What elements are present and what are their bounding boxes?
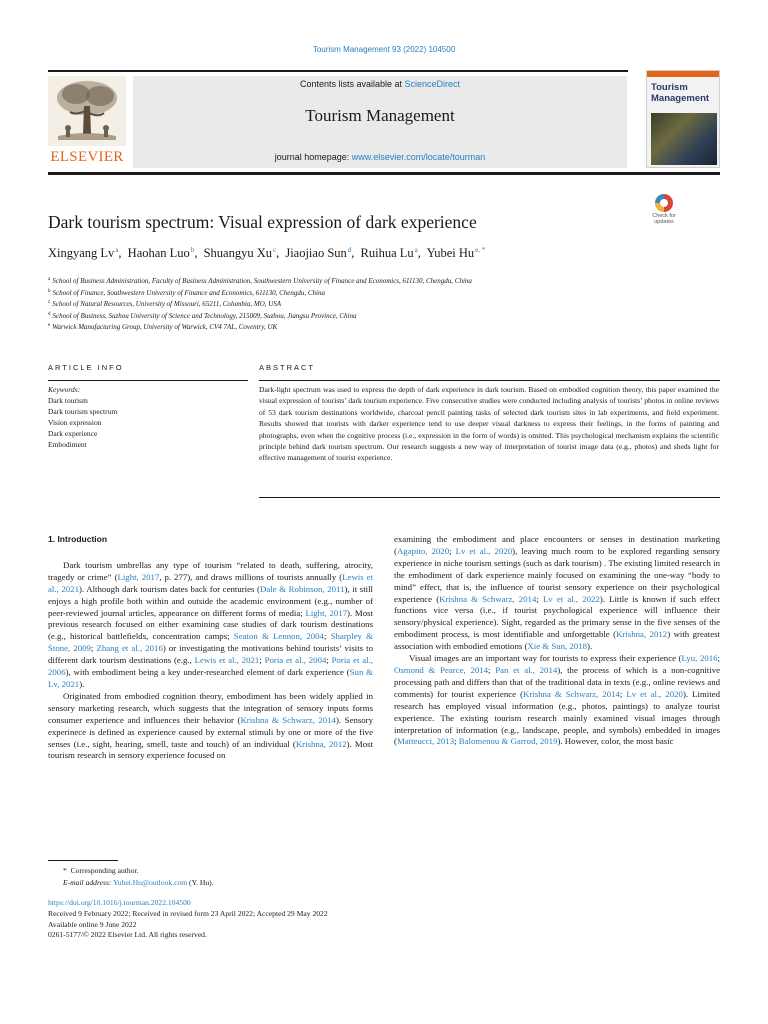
journal-cover-thumbnail[interactable]	[646, 70, 720, 168]
citation-link[interactable]: Poria et al., 2004	[264, 655, 327, 666]
abstract-text: Dark-light spectrum was used to express the depth of dark experience in dark tourism. Based on embodied cognition theory, this paper examined the visual expression of tourists’ dark tourism experience. Five consecutive studies were conducted including analysis of tourists’ photos in online reviews of 53 dark tourism destinations worldwide, charcoal pencil painting tasks of selected dark tourism sites in lab experiments, and field experiment. Results showed that tourists with darker experience tend to use deeper visual darkness to express their feelings, in the forms of painting and photographs, even when the cognitive process (i.e., expression in the form of words) is omitted. This psychological mechanism explains the scientific principle behind dark tourism spectrum. Our research suggests a new way of interpretation of tourist image data (e.g., photos) and sheds light for effective management of tourist experience.	[259, 385, 719, 463]
author-list: Xingyang Lv$^a$, Haohan Luo$^b$, Shuangyu Xu$^c$, Jiaojiao Sun$^d$, Ruihua Lu$^a$, Yubei $Hu^{e, *}$	[48, 246, 486, 260]
check-for-updates-label: Check for updates	[652, 213, 676, 225]
keyword-item: Dark tourism spectrum	[48, 407, 118, 416]
author-name[interactable]: Ruihua Lu	[360, 246, 414, 260]
keyword-item: Embodiment	[48, 440, 87, 449]
author-affiliation-marker[interactable]: d	[347, 246, 352, 254]
cover-photo	[651, 113, 717, 165]
citation-link[interactable]: Zhang et al., 2016	[96, 643, 163, 654]
email-link[interactable]: Yubei.Hu@outlook.com	[113, 878, 188, 887]
citation-link[interactable]: Lewis et al., 2021	[48, 571, 373, 594]
keywords-block	[48, 384, 248, 450]
section-title-introduction: 1. Introduction	[48, 534, 108, 544]
affiliation-line: $^d$ School of Business, Suzhou University of Science and Technology, 215009, Suzhou, Jiangsu Province, China	[48, 311, 357, 320]
keywords-list	[48, 395, 248, 450]
abstract-heading: ABSTRACT	[259, 363, 316, 372]
author-affiliation-marker[interactable]: a	[414, 246, 418, 254]
author-affiliation-marker[interactable]: b	[190, 246, 195, 254]
cover-title: Tourism Management	[651, 82, 710, 104]
citation-link[interactable]: Krishna, 2012	[295, 738, 347, 749]
abstract-bottom-rule	[259, 497, 720, 498]
email-note: E-mail address: Yubei.Hu@outlook.com (Y. Hu).	[63, 878, 214, 887]
keywords-label: Keywords:	[48, 385, 81, 394]
check-for-updates-button[interactable]	[647, 194, 681, 228]
crossmark-icon	[655, 194, 673, 212]
header-top-rule	[48, 70, 628, 72]
citation-link[interactable]: Seaton & Lennon, 2004	[233, 631, 324, 642]
article-info-rule	[48, 380, 248, 381]
citation-link[interactable]: Krishna & Schwarz, 2014	[523, 688, 620, 699]
available-online-date: Available online 9 June 2022	[48, 919, 137, 929]
author-affiliation-marker[interactable]: e, *	[475, 246, 486, 254]
journal-homepage-line: journal homepage: www.elsevier.com/locate/tourman	[274, 152, 486, 162]
elsevier-wordmark: ELSEVIER	[50, 149, 124, 165]
keyword-item: Dark experience	[48, 429, 98, 438]
body-paragraph: Dark tourism umbrellas any type of tourism “related to death, suffering, atrocity, tragedy or crime” (Light, 2017, p. 277), and draws millions of tourists annually (Lewis et al., 2021). Although dark tourism dates back for centuries (Dale & Robinson, 2011), it still enjoys a high profile both within and outside the academic environment (e.g., number of peer-reviewed journal articles, appearance on different forms of media; Light, 2017). Most previous research focused on either examining case studies of dark tourism destinations (e.g., historical battlefields, concentration camps; Seaton & Lennon, 2004; Sharpley & Stone, 2009; Zhang et al., 2016) or investigating the motivations behind tourists’ visits to different dark tourism destinations (e.g., Lewis et al., 2021; Poria et al., 2004; Poria et al., 2006), with embodiment being a key under-researched element of dark experience (Sun & Lv, 2021).	[48, 559, 374, 689]
citation-link[interactable]: Light, 2017	[305, 607, 348, 618]
citation-link[interactable]: Krishna & Schwarz, 2014	[439, 593, 537, 604]
body-paragraph: examining the embodiment and place encounters or senses in destination marketing (Agapito, 2020; Lv et al., 2020), leaving much room to be explored regarding sensory experience in niche tourism settings (such as dark tourism) . The existing limited research in the embodiment of dark experience mainly focused on examining the one-way “body to mind” effect, that is, the influence of tourist sensory experience on their psychological experience (Krishna & Schwarz, 2014; Lv et al., 2022). Little is known if such effect functions vice versa (i.e., if tourist psychological experience will influence their sensory/physical experience). Sight, regarded as the primary sense in the five senses of the embodiment process, is most identifiable and unforgettable (Krishna, 2012) with greatest association with embodied emotions (Xie & Sun, 2018).	[394, 534, 721, 652]
author-name[interactable]: Haohan Luo	[127, 246, 190, 260]
affiliation-line: $^a$ School of Business Administration, Faculty of Business Administration, Southwestern University of Finance and Economics, 611130, Chengdu, China	[48, 277, 472, 285]
citation-link[interactable]: Lv et al., 2022	[542, 593, 600, 604]
affiliation-line: $^b$ School of Finance, Southwestern University of Finance and Economics, 611130, Chengdu, China	[48, 288, 326, 297]
affiliation-line: $^c$ School of Natural Resources, University of Missouri, 65211, Columbia, MO, USA	[48, 300, 282, 309]
affiliation-list	[48, 275, 720, 333]
citation-link[interactable]: Dale & Robinson, 2011	[259, 583, 345, 594]
journal-citation-link[interactable]: Tourism Management 93 (2022) 104500	[312, 45, 456, 54]
citation-link[interactable]: Agapito, 2020	[396, 545, 450, 556]
citation-link[interactable]: Lyu, 2016	[681, 653, 718, 664]
body-paragraph: Originated from embodied cognition theory, embodiment has been widely applied in sensory marketing research, which suggests that the integration of sensory inputs forms consumer experience and influences their behavior (Krishna & Schwarz, 2014). Sensory experinece is defined as experience caused by external stimuli by one or more of the five senses (i.e., sight, hearing, smell, taste and touch) of an individual (Krishna, 2012). Most tourism research in sensory experience focused on	[48, 690, 374, 761]
corresponding-author-note: * Corresponding author.	[63, 866, 139, 875]
citation-link[interactable]: Sharpley & Stone, 2009	[48, 631, 373, 654]
cover-stripe	[647, 71, 719, 77]
article-title: Dark tourism spectrum: Visual expression of dark experience	[48, 212, 477, 232]
citation-link[interactable]: Krishna & Schwarz, 2014	[240, 714, 336, 725]
elsevier-logo[interactable]	[48, 76, 126, 166]
citation-link[interactable]: Matteucci, 2013	[396, 736, 455, 747]
journal-homepage-link[interactable]: www.elsevier.com/locate/tourman	[351, 152, 486, 162]
author-name[interactable]: Xingyang Lv	[48, 246, 115, 260]
body-paragraph: Visual images are an important way for tourists to express their experience (Lyu, 2016; Osmond & Pearce, 2014; Pan et al., 2014), the process of which is a non-cognitive processing path and differs than that of the traditional data in texts (e.g., online reviews and comments) for tourist experience (Krishna & Schwarz, 2014; Lv et al., 2020). Limited research has employed visual information (e.g., photos, paintings) to analyze tourist experience. The existing tourism research mainly examined visual images through interpretation of information (e.g., landscape, people, and symbols) embedded in images (Matteucci, 2013; Balomenou & Garrod, 2019). However, color, the most basic	[394, 653, 720, 747]
citation-link[interactable]: Light, 2017	[117, 571, 160, 582]
body-column-left	[48, 534, 373, 762]
contents-available-line: Contents lists available at ScienceDirect	[299, 79, 461, 89]
abstract-rule	[259, 380, 720, 381]
journal-title: Tourism Management	[305, 106, 455, 125]
citation-link[interactable]: Krishna, 2012	[616, 629, 668, 640]
citation-link[interactable]: Lv et al., 2020	[455, 545, 513, 556]
affiliation-line: $^e$ Warwick Manufacturing Group, University of Warwick, CV4 7AL, Coventry, UK	[48, 323, 278, 332]
elsevier-tree-icon	[48, 76, 126, 146]
citation-link[interactable]: Lewis et al., 2021	[194, 655, 260, 666]
received-dates: Received 9 February 2022; Received in revised form 23 April 2022; Accepted 29 May 2022	[48, 909, 328, 918]
citation-link[interactable]: Pan et al., 2014	[495, 664, 558, 675]
doi-link[interactable]: https://doi.org/10.1016/j.tourman.2022.104500	[48, 898, 191, 907]
citation-link[interactable]: Osmond & Pearce, 2014	[394, 664, 489, 675]
author-name[interactable]: Yubei Hu	[426, 246, 475, 260]
citation-link[interactable]: Poria et al., 2006	[48, 655, 373, 678]
article-info-heading: ARTICLE INFO	[48, 363, 124, 372]
citation-link[interactable]: Balomenou & Garrod, 2019	[458, 736, 558, 747]
keyword-item: Dark tourism	[48, 396, 88, 405]
header-bottom-rule	[48, 172, 720, 175]
author-affiliation-marker[interactable]: a	[115, 246, 119, 254]
citation-link[interactable]: Xie & Sun, 2018	[527, 641, 588, 652]
citation-link[interactable]: Sun & Lv, 2021	[48, 667, 374, 689]
author-name[interactable]: Shuangyu Xu	[203, 246, 272, 260]
citation-link[interactable]: Lv et al., 2020	[626, 688, 683, 699]
body-column-right	[394, 534, 720, 748]
copyright-line: 0261-5177/© 2022 Elsevier Ltd. All rights reserved.	[48, 930, 207, 939]
author-name[interactable]: Jiaojiao Sun	[285, 246, 347, 260]
footnote-rule	[48, 860, 118, 861]
keyword-item: Vision expression	[48, 418, 102, 427]
sciencedirect-link[interactable]: ScienceDirect	[404, 79, 461, 89]
author-affiliation-marker[interactable]: c	[272, 246, 277, 254]
footnotes	[48, 865, 720, 941]
journal-header-box	[133, 76, 627, 168]
